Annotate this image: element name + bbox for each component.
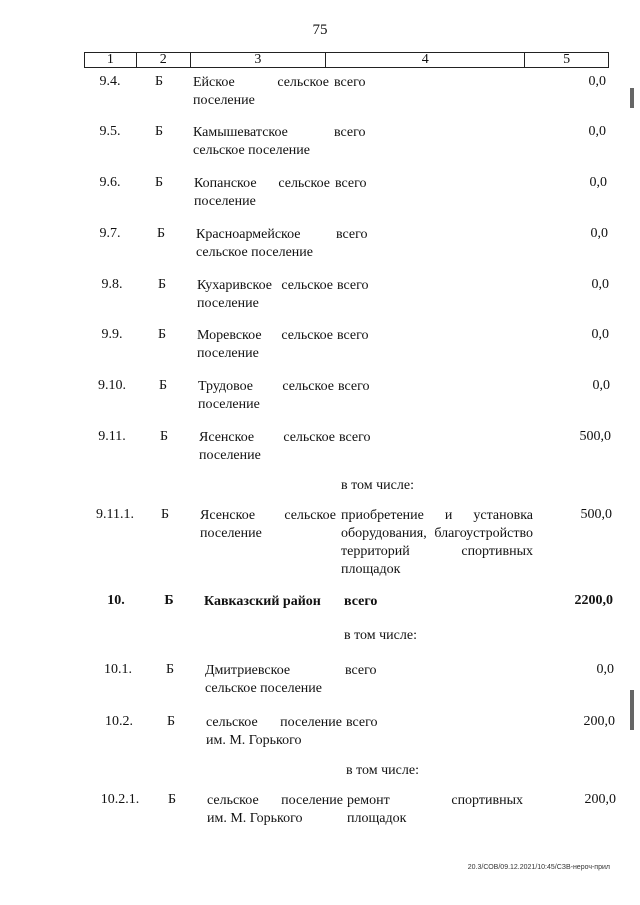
row-value: 200,0 bbox=[583, 714, 615, 729]
row-value: 0,0 bbox=[588, 74, 606, 89]
including-label: в том числе: bbox=[346, 763, 419, 778]
row-description: всего bbox=[339, 430, 371, 445]
row-category: Б bbox=[160, 507, 170, 522]
page-number: 75 bbox=[312, 22, 328, 38]
row-number: 9.10. bbox=[98, 378, 126, 393]
header-col-1: 1 bbox=[85, 53, 137, 67]
row-number: 9.8. bbox=[101, 277, 123, 292]
scan-edge-mark bbox=[630, 88, 634, 108]
row-name: Трудовое сельское поселение bbox=[198, 379, 334, 412]
including-label: в том числе: bbox=[341, 478, 414, 493]
row-value: 0,0 bbox=[591, 277, 609, 292]
row-number: 9.11.1. bbox=[96, 507, 134, 522]
including-label: в том числе: bbox=[344, 628, 417, 643]
header-col-2: 2 bbox=[137, 53, 191, 67]
header-col-4: 4 bbox=[326, 53, 525, 67]
row-description: всего bbox=[337, 278, 369, 293]
row-value: 500,0 bbox=[579, 429, 611, 444]
row-description: приобретение и установка оборудования, благоустройство территорий спортивных площадок bbox=[341, 508, 533, 577]
row-value: 0,0 bbox=[592, 378, 610, 393]
footer-code: 20.3/СОВ/09.12.2021/10:45/СЗВ-нероч-прил bbox=[467, 864, 610, 871]
row-number: 9.7. bbox=[99, 226, 121, 241]
row-number: 9.11. bbox=[98, 429, 126, 444]
scan-edge-mark bbox=[630, 690, 634, 730]
row-number: 9.4. bbox=[99, 74, 121, 89]
row-description: всего bbox=[335, 176, 367, 191]
row-number: 9.6. bbox=[99, 175, 121, 190]
row-category: Б bbox=[159, 429, 169, 444]
row-name: Ейское сельское поселение bbox=[193, 75, 329, 108]
row-category: Б bbox=[158, 378, 168, 393]
row-value: 0,0 bbox=[596, 662, 614, 677]
row-category: Б bbox=[157, 277, 167, 292]
row-name: Ясенское сельское поселение bbox=[199, 430, 335, 463]
row-value: 0,0 bbox=[591, 327, 609, 342]
row-description: всего bbox=[338, 379, 370, 394]
row-number: 10.1. bbox=[104, 662, 132, 677]
row-name: Моревское сельское поселение bbox=[197, 328, 333, 361]
row-category: Б bbox=[167, 792, 177, 807]
row-description: всего bbox=[346, 715, 378, 730]
row-value: 2200,0 bbox=[574, 593, 613, 608]
row-name: сельское поселение им. М. Горького bbox=[206, 715, 342, 748]
row-description: всего bbox=[337, 328, 369, 343]
table-header bbox=[84, 52, 609, 68]
row-name: Дмитриевское сельское поселение bbox=[205, 663, 322, 696]
row-category: Б bbox=[154, 124, 164, 139]
row-category: Б bbox=[164, 593, 174, 608]
row-value: 0,0 bbox=[589, 175, 607, 190]
row-category: Б bbox=[154, 74, 164, 89]
row-number: 10. bbox=[107, 593, 125, 608]
row-category: Б bbox=[157, 327, 167, 342]
row-name: Кавказский район bbox=[204, 594, 321, 609]
row-value: 0,0 bbox=[588, 124, 606, 139]
row-number: 10.2.1. bbox=[100, 792, 140, 807]
row-value: 500,0 bbox=[580, 507, 612, 522]
row-number: 9.5. bbox=[99, 124, 121, 139]
row-name: Кухаривское сельское поселение bbox=[197, 278, 333, 311]
row-category: Б bbox=[156, 226, 166, 241]
row-name: Камышеватское сельское поселение bbox=[193, 125, 310, 158]
row-description: всего bbox=[334, 125, 366, 140]
row-description: всего bbox=[344, 594, 378, 609]
row-name: сельское поселение им. М. Горького bbox=[207, 793, 343, 826]
row-value: 200,0 bbox=[584, 792, 616, 807]
row-number: 9.9. bbox=[101, 327, 123, 342]
row-name: Копанское сельское поселение bbox=[194, 176, 330, 209]
header-col-5: 5 bbox=[563, 52, 571, 67]
row-number: 10.2. bbox=[105, 714, 133, 729]
row-category: Б bbox=[166, 714, 176, 729]
row-description: всего bbox=[336, 227, 368, 242]
row-category: Б bbox=[165, 662, 175, 677]
row-category: Б bbox=[154, 175, 164, 190]
row-name: Ясенское сельское поселение bbox=[200, 508, 336, 541]
row-description: всего bbox=[345, 663, 377, 678]
header-col-3: 3 bbox=[191, 53, 326, 67]
row-description: ремонт спортивных площадок bbox=[347, 793, 523, 826]
row-value: 0,0 bbox=[590, 226, 608, 241]
row-name: Красноармейское сельское поселение bbox=[196, 227, 313, 260]
row-description: всего bbox=[334, 75, 366, 90]
